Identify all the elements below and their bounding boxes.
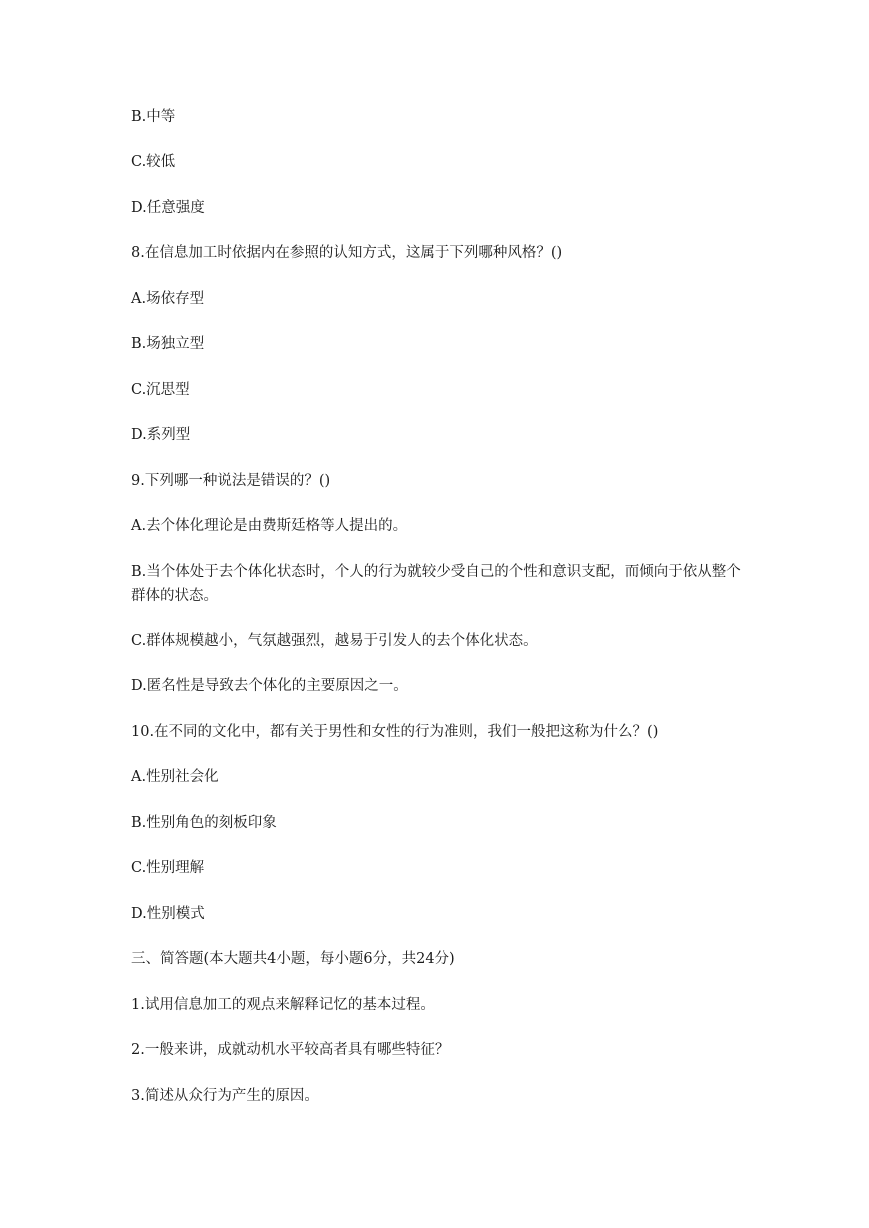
option-9c: C.群体规模越小，气氛越强烈，越易于引发人的去个体化状态。	[131, 633, 538, 649]
option-9b: B.当个体处于去个体化状态时，个人的行为就较少受自己的个性和意识支配，而倾向于依从整个群体的状态。	[131, 564, 741, 604]
option-8c: C.沉思型	[131, 382, 190, 398]
option-10d: D.性别模式	[131, 906, 205, 922]
short-answer-3: 3.简述从众行为产生的原因。	[131, 1088, 319, 1104]
question-10: 10.在不同的文化中，都有关于男性和女性的行为准则，我们一般把这称为什么？()	[131, 724, 659, 740]
option-8a: A.场依存型	[131, 291, 205, 307]
option-8b: B.场独立型	[131, 336, 205, 352]
option-9d: D.匿名性是导致去个体化的主要原因之一。	[131, 678, 408, 694]
option-10a: A.性别社会化	[131, 769, 219, 785]
option-7c: C.较低	[131, 154, 176, 170]
option-9a: A.去个体化理论是由费斯廷格等人提出的。	[131, 518, 408, 534]
short-answer-2: 2.一般来讲，成就动机水平较高者具有哪些特征？	[131, 1042, 450, 1058]
short-answer-1: 1.试用信息加工的观点来解释记忆的基本过程。	[131, 997, 435, 1013]
option-7b: B.中等	[131, 109, 176, 125]
section-heading: 三、简答题(本大题共4小题，每小题6分，共24分)	[131, 951, 455, 967]
option-10b: B.性别角色的刻板印象	[131, 815, 277, 831]
question-8: 8.在信息加工时依据内在参照的认知方式，这属于下列哪种风格？()	[131, 245, 563, 261]
option-10c: C.性别理解	[131, 860, 205, 876]
option-7d: D.任意强度	[131, 200, 205, 216]
option-8d: D.系列型	[131, 427, 191, 443]
question-9: 9.下列哪一种说法是错误的？()	[131, 473, 331, 489]
